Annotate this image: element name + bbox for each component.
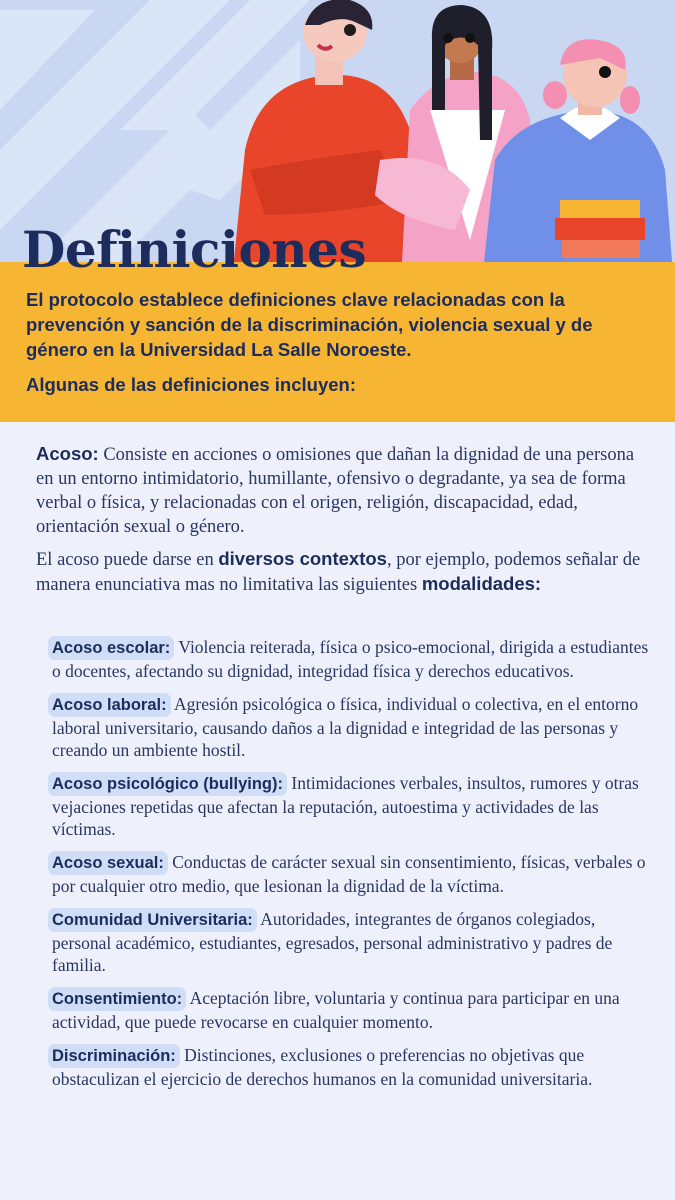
definitions-list — [46, 636, 656, 1101]
definition-item — [46, 987, 656, 1033]
context-text: El acoso puede darse en — [36, 550, 219, 570]
definition-item — [46, 908, 656, 976]
acoso-section — [36, 442, 646, 605]
zigzag-border — [0, 396, 675, 426]
woman-blue-sweater — [480, 39, 675, 300]
acoso-context — [36, 547, 646, 597]
definition-term: Acoso psicológico (bullying): — [48, 772, 287, 796]
definition-term: Acoso sexual: — [48, 851, 168, 875]
intro-subtitle: Algunas de las definiciones incluyen: — [26, 374, 356, 395]
definition-item — [46, 636, 656, 682]
context-bold: diversos contextos — [218, 548, 387, 569]
acoso-definition — [36, 442, 646, 539]
definition-term: Discriminación: — [48, 1044, 180, 1068]
definition-text: Violencia reiterada, física o psico-emocional, dirigida a estudiantes o docentes, afectando su dignidad, integridad física y derechos educativos. — [52, 637, 649, 681]
definition-text: Autoridades, integrantes de órganos colegiados, personal académico, estudiantes, egresados, personal administrativo y padres de familia. — [52, 909, 613, 975]
context-text-2: , por ejemplo, podemos señalar de manera enunciativa mas no limitativa las siguientes — [36, 550, 641, 595]
acoso-text: Consiste en acciones o omisiones que dañan la dignidad de una persona en un entorno intimidatorio, humillante, ofensivo o degradante, ya sea de forma verbal o física, y relacionadas con el origen, religión, discapacidad, edad, orientación sexual o género. — [36, 445, 635, 537]
definition-item — [46, 693, 656, 761]
definition-term: Acoso escolar: — [48, 636, 174, 660]
definition-text: Agresión psicológica o física, individual o colectiva, en el entorno laboral universitario, causando daños a la dignidad e integridad de las personas y creando un ambiente hostil. — [52, 694, 639, 760]
definition-term: Consentimiento: — [48, 987, 186, 1011]
page-title: Definiciones — [22, 220, 367, 279]
definition-item — [46, 772, 656, 840]
definition-item — [46, 1044, 656, 1090]
definition-term: Acoso laboral: — [48, 693, 171, 717]
intro-text: El protocolo establece definiciones clave relacionadas con la prevención y sanción de la discriminación, violencia sexual y de género en la Universidad La Salle Noroeste. — [26, 289, 593, 360]
definition-text: Intimidaciones verbales, insultos, rumores y otras vejaciones repetidas que afectan la reputación, autoestima y actividades de las víctimas. — [52, 773, 639, 839]
definition-term: Comunidad Universitaria: — [48, 908, 257, 932]
acoso-term: Acoso: — [36, 443, 99, 464]
definition-text: Distinciones, exclusiones o preferencias no objetivas que obstaculizan el ejercicio de derechos humanos en la comunidad universitaria. — [52, 1045, 593, 1089]
context-bold-2: modalidades: — [421, 573, 542, 594]
definition-item — [46, 851, 656, 897]
definition-text: Aceptación libre, voluntaria y continua para participar en una actividad, que puede revocarse en cualquier momento. — [52, 988, 620, 1032]
definition-text: Conductas de carácter sexual sin consentimiento, físicas, verbales o por cualquier otro medio, que lesionan la dignidad de la víctima. — [52, 852, 646, 896]
